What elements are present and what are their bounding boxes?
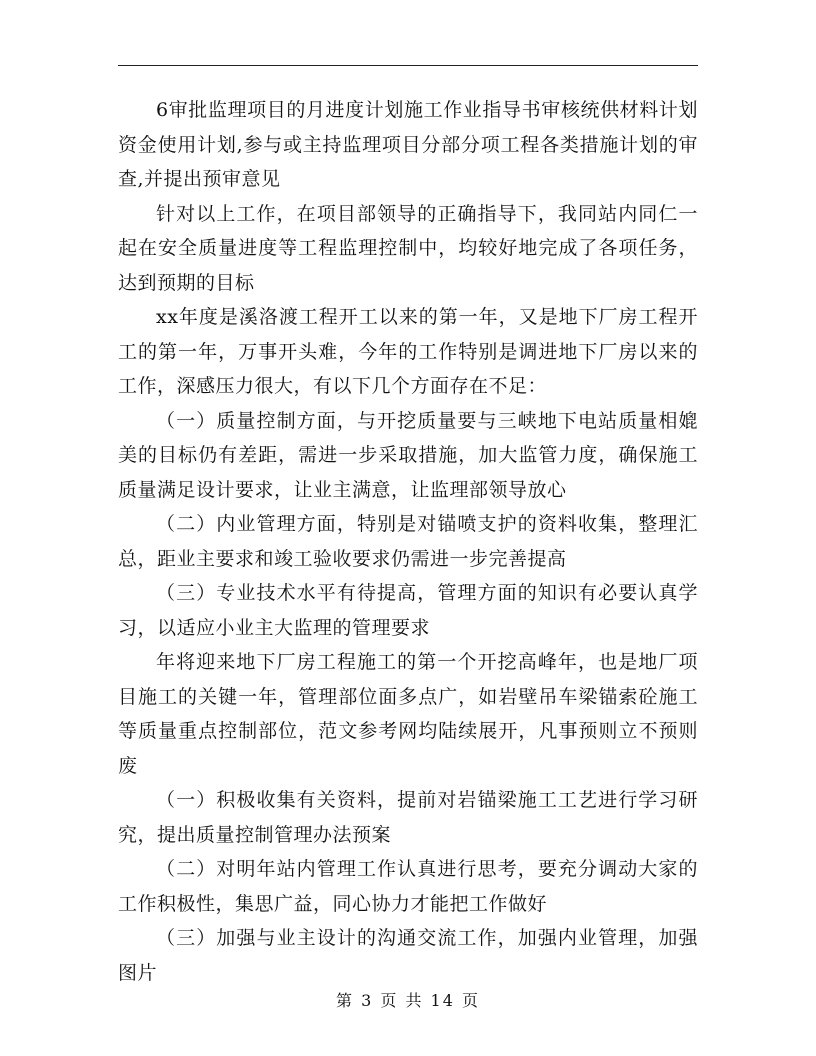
paragraph-10: （三）加强与业主设计的沟通交流工作，加强内业管理，加强图片	[118, 927, 698, 984]
paragraph-4: （一）质量控制方面，与开挖质量要与三峡地下电站质量相媲美的目标仍有差距，需进一步采取措施，加大监管力度，确保施工质量满足设计要求，让业主满意，让监理部领导放心	[118, 409, 698, 501]
paragraph-8: （一）积极收集有关资料，提前对岩锚梁施工工艺进行学习研究，提出质量控制管理办法预案	[118, 789, 698, 846]
page-footer	[0, 988, 816, 1011]
document-body	[118, 93, 698, 990]
paragraph-5: （二）内业管理方面，特别是对锚喷支护的资料收集，整理汇总，距业主要求和竣工验收要求仍需进一步完善提高	[118, 513, 698, 570]
paragraph-2: 针对以上工作，在项目部领导的正确指导下，我同站内同仁一起在安全质量进度等工程监理控制中，均较好地完成了各项任务，达到预期的目标	[118, 202, 698, 294]
paragraph-9: （二）对明年站内管理工作认真进行思考，要充分调动大家的工作积极性，集思广益，同心协力才能把工作做好	[118, 858, 698, 915]
paragraph-7: 年将迎来地下厂房工程施工的第一个开挖高峰年，也是地厂项目施工的关键一年，管理部位面多点广，如岩壁吊车梁锚索砼施工等质量重点控制部位，范文参考网均陆续展开，凡事预则立不预则废	[118, 651, 698, 777]
paragraph-1: 6审批监理项目的月进度计划施工作业指导书审核统供材料计划资金使用计划,参与或主持监理项目分部分项工程各类措施计划的审查,并提出预审意见	[118, 99, 698, 190]
page-number-label: 第 3 页 共 14 页	[336, 991, 480, 1010]
paragraph-3: xx年度是溪洛渡工程开工以来的第一年，又是地下厂房工程开工的第一年，万事开头难，今年的工作特别是调进地下厂房以来的工作，深感压力很大，有以下几个方面存在不足：	[118, 306, 698, 397]
header-rule	[118, 65, 698, 66]
paragraph-6: （三）专业技术水平有待提高，管理方面的知识有必要认真学习，以适应小业主大监理的管理要求	[118, 582, 698, 639]
